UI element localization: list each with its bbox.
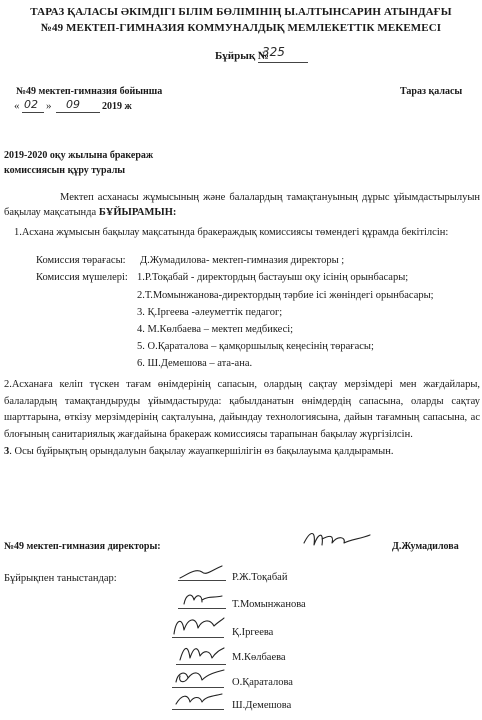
acq-name-3: Қ.Іргеева — [232, 627, 274, 638]
member-5: 5. О.Қараталова – қамқоршылық кеңесінің төрағасы; — [137, 341, 374, 352]
member-3: 3. Қ.Іргеева -әлеуметтік педагог; — [137, 307, 283, 318]
order-label: Бұйрық № — [215, 50, 269, 62]
member-1: 1.Р.Тоқабай - директордың бастауыш оқу ісінің орынбасары; — [137, 272, 409, 283]
signature-3 — [170, 612, 226, 640]
signature-5 — [170, 664, 226, 688]
acq-name-5: О.Қараталова — [232, 677, 293, 688]
acq-name-6: Ш.Демешова — [232, 700, 292, 711]
date-day: 02 — [24, 98, 38, 111]
director-label: №49 мектеп-гимназия директоры: — [4, 541, 161, 552]
school-line: №49 мектеп-гимназия бойынша — [16, 86, 163, 97]
chair-name: Д.Жумадилова- мектеп-гимназия директоры ; — [140, 255, 345, 266]
preamble-emphasis: БҰЙЫРАМЫН: — [98, 207, 177, 218]
members-label: Комиссия мүшелері: — [36, 272, 128, 283]
signature-1 — [178, 562, 228, 582]
chair-label: Комиссия төрағасы: — [36, 255, 126, 266]
preamble-text: Мектеп асханасы жұмысының және балалардың тамақтануының дұрыс ұйымдастырылуын бақылау мақсатында — [4, 192, 480, 218]
member-2: 2.Т.Момынжанова-директордың тәрбие ісі жөніндегі орынбасары; — [137, 290, 434, 301]
member-6: 6. Ш.Демешова – ата-ана. — [137, 358, 253, 369]
item-3-text: . Осы бұйрықтың орындалуын бақылау жауапкершілігін өз бақылауыма қалдырамын. — [9, 446, 394, 457]
city: Тараз қаласы — [400, 86, 463, 97]
acq-name-1: Р.Ж.Тоқабай — [232, 572, 288, 583]
member-4: 4. М.Көлбаева – мектеп медбикесі; — [137, 324, 294, 335]
date-quote-open: « — [14, 100, 20, 112]
director-signature — [300, 525, 375, 555]
title-line-1: 2019-2020 оқу жылына бракераж — [4, 150, 154, 161]
signature-4 — [176, 640, 226, 666]
title-line-2: комиссиясын құру туралы — [4, 165, 126, 176]
acq-name-4: М.Көлбаева — [232, 652, 286, 663]
header-line-2: №49 МЕКТЕП-ГИМНАЗИЯ КОММУНАЛДЫҚ МЕМЛЕКЕТТІК МЕКЕМЕСІ — [40, 22, 442, 34]
order-number: 325 — [262, 45, 285, 59]
preamble — [4, 190, 480, 220]
item-1-text: 1.Асхана жұмысын бақылау мақсатында бракераждық комиссиясы төмендегі құрамда бекітілсін: — [14, 227, 449, 238]
director-name: Д.Жумадилова — [392, 541, 459, 552]
item-3-num: 3 — [4, 446, 10, 457]
acquainted-label: Бұйрықпен таныстандар: — [4, 573, 117, 584]
signature-6 — [172, 688, 226, 710]
date-quote-close: » — [46, 100, 52, 112]
acq-name-2: Т.Момынжанова — [232, 599, 306, 610]
item-3 — [4, 446, 393, 457]
date-year: 2019 ж — [102, 101, 132, 112]
header-line-1: ТАРАЗ ҚАЛАСЫ ӘКІМДІГІ БІЛІМ БӨЛІМІНІҢ Ы.АЛТЫНСАРИН АТЫНДАҒЫ — [30, 6, 452, 18]
signature-2 — [178, 588, 228, 610]
date-month: 09 — [66, 98, 80, 111]
item-2-text: 2.Асханаға келіп түскен тағам өнімдерінің сапасын, олардың сақтау мерзімдері мен жағдайлары, балалардың тамақтандыруды ұйымдастыруда: қабылданатын өнімдердің сапасына, оларды сақтау шарттарына, өткізу мерзімдерінің сақталуына, дайындау технологиясына, дайын тағамның сапасына, ас блоғының санитариялық жағдайына бракераж комиссиясы тарапынан бақылау жүргізілсін. — [4, 379, 480, 440]
